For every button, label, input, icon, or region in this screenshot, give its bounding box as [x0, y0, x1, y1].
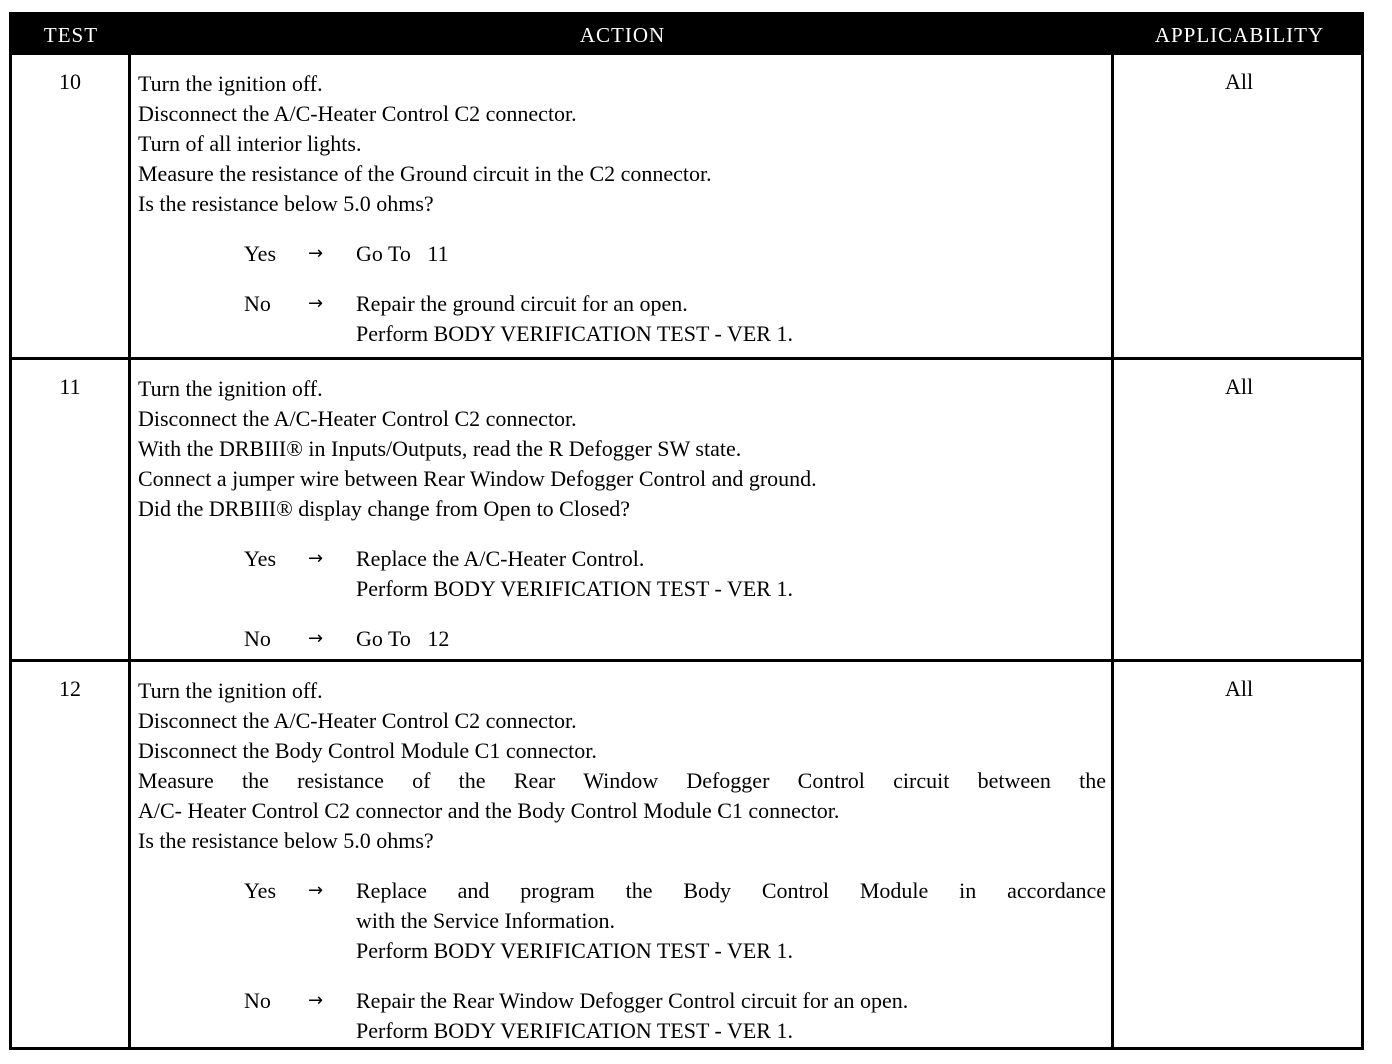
arrow-right-icon: →: [308, 548, 324, 569]
step: Disconnect the A/C-Heater Control C2 connector.: [138, 708, 577, 733]
result-line: Replace the A/C-Heater Control.: [356, 546, 645, 571]
step: Did the DRBIII® display change from Open to Closed?: [138, 496, 631, 521]
outcome-result: [356, 624, 1106, 654]
step: Turn the ignition off.: [138, 71, 323, 96]
action-cell: [138, 374, 1106, 654]
outcome-yes: [138, 544, 1106, 604]
header-test: TEST: [43, 23, 99, 47]
result-line: Go To 12: [356, 626, 450, 651]
arrow-right-icon: →: [308, 990, 324, 1011]
answer-label: No: [244, 291, 271, 316]
step: Turn the ignition off.: [138, 678, 323, 703]
step: Disconnect the Body Control Module C1 connector.: [138, 738, 597, 763]
result-line: Repair the ground circuit for an open.: [356, 291, 688, 316]
result-line: Perform BODY VERIFICATION TEST - VER 1.: [356, 938, 793, 963]
answer-label: Yes: [244, 546, 277, 571]
test-number: 12: [59, 676, 81, 701]
table-row-test-12: [12, 659, 1361, 1047]
action-cell: [138, 676, 1106, 1046]
outcome-result: [356, 239, 1106, 269]
arrow-right-icon: →: [308, 243, 324, 264]
action-cell: [138, 69, 1106, 349]
outcome-result: [356, 986, 1106, 1046]
step: Is the resistance below 5.0 ohms?: [138, 191, 434, 216]
outcome-yes: [138, 239, 1106, 269]
step: Turn the ignition off.: [138, 376, 323, 401]
step: Disconnect the A/C-Heater Control C2 connector.: [138, 101, 577, 126]
applicability-cell: All: [1224, 374, 1254, 399]
table-row-test-11: [12, 357, 1361, 659]
result-line: Replace and program the Body Control Module in accordance: [356, 878, 1106, 903]
step: Turn of all interior lights.: [138, 131, 362, 156]
answer-label: Yes: [244, 878, 277, 903]
arrow-right-icon: →: [308, 628, 324, 649]
answer-label: No: [244, 988, 271, 1013]
step: Is the resistance below 5.0 ohms?: [138, 828, 434, 853]
table-row-test-10: [12, 55, 1361, 357]
arrow-right-icon: →: [308, 293, 324, 314]
result-line: Perform BODY VERIFICATION TEST - VER 1.: [356, 576, 793, 601]
step: Measure the resistance of the Ground circuit in the C2 connector.: [138, 161, 712, 186]
outcome-result: [356, 876, 1106, 966]
step: A/C- Heater Control C2 connector and the Body Control Module C1 connector.: [138, 798, 840, 823]
column-divider: [1111, 55, 1114, 1047]
step: With the DRBIII® in Inputs/Outputs, read the R Defogger SW state.: [138, 436, 742, 461]
diagnostic-table: [9, 12, 1364, 1050]
answer-label: No: [244, 626, 271, 651]
result-line: with the Service Information.: [356, 908, 616, 933]
answer-label: Yes: [244, 241, 277, 266]
result-line: Repair the Rear Window Defogger Control circuit for an open.: [356, 988, 909, 1013]
outcome-no: [138, 624, 1106, 654]
outcome-yes: [138, 876, 1106, 966]
header-action: ACTION: [579, 23, 666, 47]
applicability-cell: All: [1224, 676, 1254, 701]
applicability-cell: All: [1224, 69, 1254, 94]
outcome-result: [356, 544, 1106, 604]
step: Disconnect the A/C-Heater Control C2 connector.: [138, 406, 577, 431]
outcome-no: [138, 986, 1106, 1046]
header-applicability: APPLICABILITY: [1154, 23, 1325, 47]
step: Measure the resistance of the Rear Window Defogger Control circuit between the: [138, 768, 1106, 793]
outcome-result: [356, 289, 1106, 349]
result-line: Go To 11: [356, 241, 449, 266]
test-number: 11: [59, 374, 81, 399]
result-line: Perform BODY VERIFICATION TEST - VER 1.: [356, 1018, 793, 1043]
result-line: Perform BODY VERIFICATION TEST - VER 1.: [356, 321, 793, 346]
step: Connect a jumper wire between Rear Window Defogger Control and ground.: [138, 466, 817, 491]
arrow-right-icon: →: [308, 880, 324, 901]
column-divider: [128, 55, 131, 1047]
table-header: [12, 15, 1361, 55]
test-number: 10: [59, 69, 81, 94]
outcome-no: [138, 289, 1106, 349]
